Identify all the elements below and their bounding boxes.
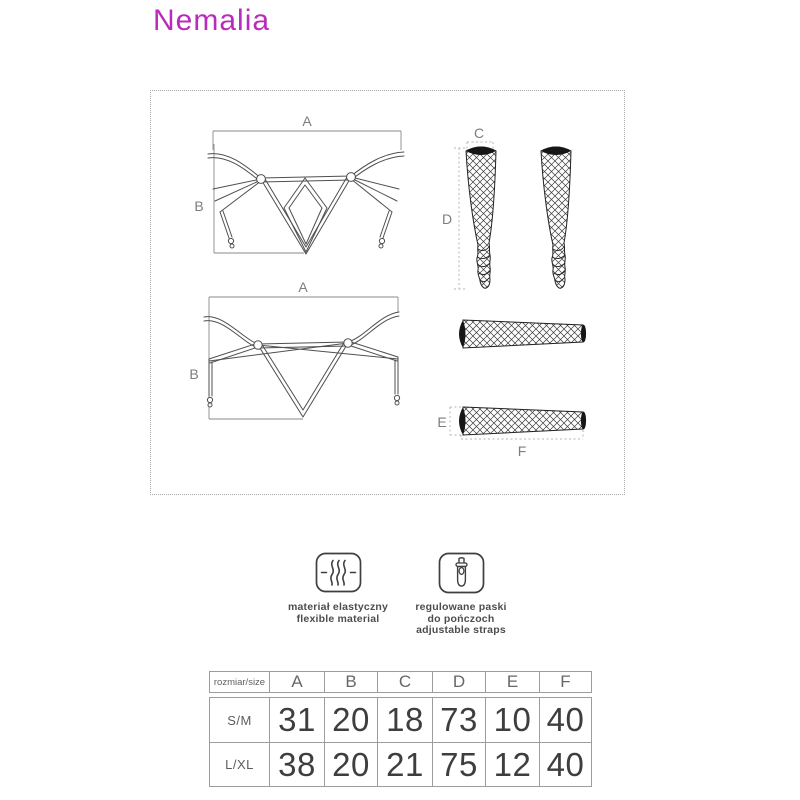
header-cell-f: F — [539, 672, 591, 692]
dim-label-c: C — [473, 125, 485, 141]
caption-line: adjustable straps — [416, 624, 506, 636]
size-table-body — [209, 697, 592, 787]
caption-line: do pończoch — [427, 612, 495, 625]
value-cell: 12 — [485, 742, 539, 786]
elastic-material-icon — [315, 552, 362, 598]
value-cell: 18 — [377, 698, 432, 742]
header-cell-a: A — [269, 672, 324, 692]
dim-label-a-front: A — [302, 113, 312, 129]
adjustable-straps-caption — [386, 602, 536, 637]
dim-label-b-front: B — [194, 198, 204, 214]
technical-drawing-svg — [151, 91, 624, 494]
dim-label-f: F — [517, 443, 527, 459]
caption-line: regulowane paski — [415, 601, 507, 613]
value-cell: 38 — [269, 742, 324, 786]
adjustable-straps-icon — [438, 552, 485, 599]
value-cell: 40 — [539, 698, 591, 742]
welt-drawing-top — [459, 320, 586, 348]
garter-belt-front-drawing — [194, 113, 404, 254]
value-cell: 20 — [324, 698, 377, 742]
header-cell-b: B — [324, 672, 377, 692]
dim-label-a-back: A — [298, 279, 308, 295]
stocking-drawing-left — [466, 147, 496, 289]
value-cell: 75 — [432, 742, 485, 786]
value-cell: 21 — [377, 742, 432, 786]
size-cell: L/XL — [210, 742, 269, 786]
garter-belt-back-drawing — [189, 279, 399, 419]
header-cell-d: D — [432, 672, 485, 692]
header-cell-e: E — [485, 672, 539, 692]
value-cell: 10 — [485, 698, 539, 742]
value-cell: 31 — [269, 698, 324, 742]
header-cell-c: C — [377, 672, 432, 692]
value-cell: 73 — [432, 698, 485, 742]
stockings-drawing — [442, 125, 571, 289]
stocking-drawing-right — [541, 147, 571, 289]
header-cell-size: rozmiar/size — [213, 676, 266, 688]
caption-line: materiał elastyczny — [287, 601, 389, 613]
value-cell: 40 — [539, 742, 591, 786]
technical-drawing-panel — [150, 90, 625, 495]
dim-label-d: D — [441, 211, 453, 227]
page-title: Nemalia — [153, 4, 271, 37]
size-cell: S/M — [227, 712, 252, 728]
stocking-welt-drawings — [437, 320, 586, 459]
caption-line: flexible material — [296, 612, 380, 625]
size-table-header — [209, 671, 592, 693]
dim-label-b-back: B — [189, 366, 199, 382]
value-cell: 20 — [324, 742, 377, 786]
welt-drawing-bottom — [459, 407, 586, 435]
dim-label-e: E — [437, 414, 447, 430]
